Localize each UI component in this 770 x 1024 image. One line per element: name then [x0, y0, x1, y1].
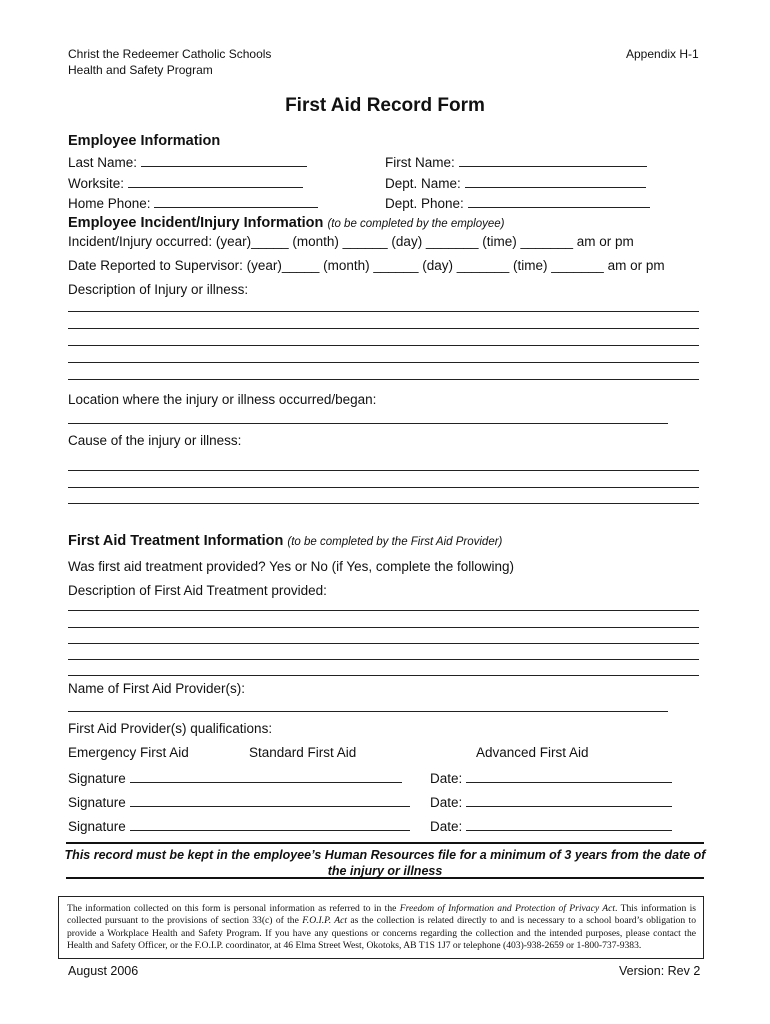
injury-description-label: Description of Injury or illness:	[68, 282, 249, 297]
location-label: Location where the injury or illness occurred/began:	[68, 392, 377, 407]
dept-phone-label: Dept. Phone:	[385, 196, 464, 211]
date-blank[interactable]	[466, 794, 672, 807]
privacy-notice	[58, 896, 704, 959]
first-name-label: First Name:	[385, 155, 455, 170]
injury-description-line[interactable]	[68, 345, 699, 346]
privacy-act-name: Freedom of Information and Protection of Privacy Act	[399, 903, 616, 914]
treatment-description-line[interactable]	[68, 659, 699, 660]
treatment-description-line[interactable]	[68, 643, 699, 644]
footer-version: Version: Rev 2	[619, 964, 701, 978]
home-phone-label: Home Phone:	[68, 196, 151, 211]
retention-top-rule	[66, 842, 704, 844]
date-field[interactable]	[430, 818, 672, 834]
signature-label: Signature	[68, 795, 126, 810]
signature-field[interactable]	[68, 770, 402, 786]
signature-blank[interactable]	[130, 818, 410, 831]
date-label: Date:	[430, 795, 463, 810]
org-name: Christ the Redeemer Catholic Schools	[68, 47, 272, 61]
signature-label: Signature	[68, 771, 126, 786]
date-label: Date:	[430, 771, 463, 786]
treatment-description-label: Description of First Aid Treatment provided:	[68, 583, 327, 598]
privacy-text-3: as the collection is related directly to and is necessary to a school board’s obligation to provide a Workplace Health and Safety Program. If you have any questions or concerns regarding the collection and the intended purposes, please contact the Health and Safety Officer, or the F.O.I.P. coordinator, at 46 Elma Street West, Okotoks, AB T1S 1J7 or telephone (403)-938-2659 or 1-800-737-9383.	[67, 915, 696, 952]
worksite-field[interactable]	[68, 175, 303, 191]
treatment-heading	[68, 533, 502, 549]
treatment-description-line[interactable]	[68, 610, 699, 611]
cause-label: Cause of the injury or illness:	[68, 433, 242, 448]
treatment-heading-text: First Aid Treatment Information	[68, 533, 284, 549]
last-name-blank[interactable]	[141, 154, 307, 167]
signature-field[interactable]	[68, 794, 410, 810]
dept-name-blank[interactable]	[465, 175, 646, 188]
last-name-label: Last Name:	[68, 155, 138, 170]
home-phone-field[interactable]	[68, 195, 318, 211]
treatment-description-line[interactable]	[68, 675, 699, 676]
privacy-foip-act: F.O.I.P. Act	[302, 915, 348, 927]
date-field[interactable]	[430, 770, 672, 786]
treatment-description-line[interactable]	[68, 627, 699, 628]
incident-heading-text: Employee Incident/Injury Information	[68, 215, 324, 231]
dept-phone-blank[interactable]	[468, 195, 650, 208]
date-blank[interactable]	[466, 770, 672, 783]
privacy-text-2: . This information is collected pursuant to the provisions of section 33(c) of the	[67, 903, 696, 927]
last-name-field[interactable]	[68, 154, 307, 170]
signature-blank[interactable]	[130, 770, 402, 783]
treatment-provided-question[interactable]: Was first aid treatment provided? Yes or No (if Yes, complete the following)	[68, 559, 514, 574]
date-blank[interactable]	[466, 818, 672, 831]
footer-date: August 2006	[68, 964, 139, 978]
page-title: First Aid Record Form	[285, 95, 485, 116]
first-name-field[interactable]	[385, 154, 647, 170]
retention-notice: This record must be kept in the employee’s Human Resources file for a minimum of 3 years from the date of the injury or illness	[64, 848, 706, 878]
retention-bottom-rule	[66, 877, 704, 879]
qualifications-label: First Aid Provider(s) qualifications:	[68, 721, 273, 736]
privacy-text-1: The information collected on this form is personal information as referred to in the	[67, 903, 400, 914]
qualification-emergency[interactable]: Emergency First Aid	[68, 745, 189, 760]
home-phone-blank[interactable]	[154, 195, 318, 208]
signature-blank[interactable]	[130, 794, 410, 807]
program-name: Health and Safety Program	[68, 63, 213, 77]
cause-line[interactable]	[68, 470, 699, 471]
worksite-blank[interactable]	[128, 175, 303, 188]
employee-info-heading: Employee Information	[68, 133, 221, 149]
treatment-heading-note: (to be completed by the First Aid Provider)	[287, 536, 503, 548]
dept-phone-field[interactable]	[385, 195, 650, 211]
provider-name-line[interactable]	[68, 711, 668, 712]
first-name-blank[interactable]	[459, 154, 647, 167]
incident-occurred-line[interactable]: Incident/Injury occurred: (year)_____ (month) ______ (day) _______ (time) _______ am or pm	[68, 234, 634, 249]
cause-line[interactable]	[68, 503, 699, 504]
qualification-advanced[interactable]: Advanced First Aid	[476, 745, 589, 760]
date-field[interactable]	[430, 794, 672, 810]
dept-name-field[interactable]	[385, 175, 646, 191]
provider-name-label: Name of First Aid Provider(s):	[68, 681, 246, 696]
cause-line[interactable]	[68, 487, 699, 488]
injury-description-line[interactable]	[68, 379, 699, 380]
date-label: Date:	[430, 819, 463, 834]
worksite-label: Worksite:	[68, 176, 125, 191]
appendix-label: Appendix H-1	[626, 47, 699, 61]
signature-label: Signature	[68, 819, 126, 834]
date-reported-line[interactable]: Date Reported to Supervisor: (year)_____ (month) ______ (day) _______ (time) _______ am or pm	[68, 258, 665, 273]
dept-name-label: Dept. Name:	[385, 176, 461, 191]
incident-heading	[68, 215, 505, 231]
signature-field[interactable]	[68, 818, 410, 834]
injury-description-line[interactable]	[68, 328, 699, 329]
incident-heading-note: (to be completed by the employee)	[327, 218, 505, 230]
location-line[interactable]	[68, 423, 668, 424]
injury-description-line[interactable]	[68, 311, 699, 312]
qualification-standard[interactable]: Standard First Aid	[249, 745, 357, 760]
injury-description-line[interactable]	[68, 362, 699, 363]
